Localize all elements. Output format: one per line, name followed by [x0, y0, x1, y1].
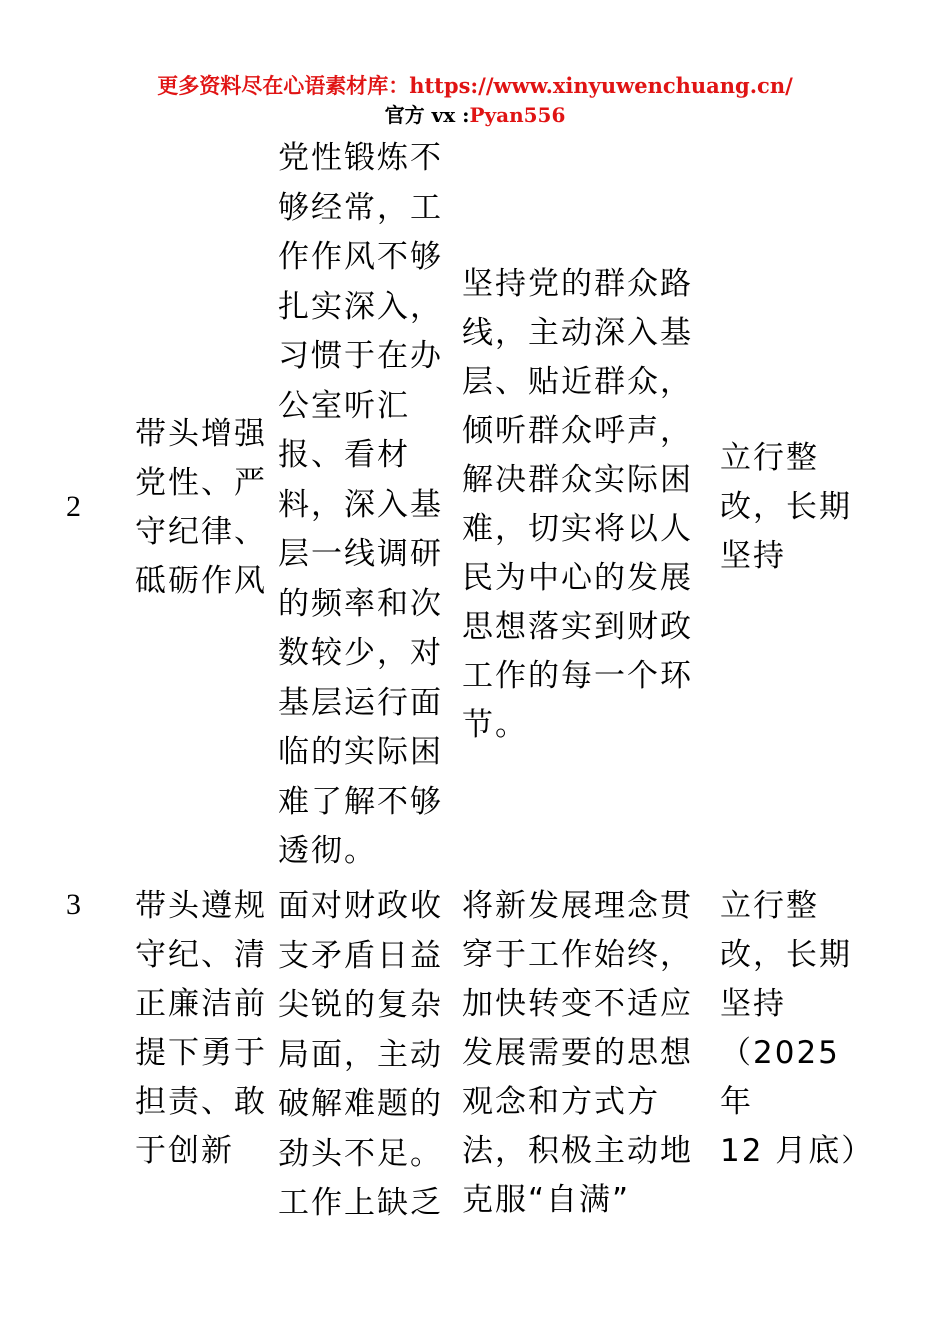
header-vx — [0, 99, 950, 128]
row-measure: 坚持党的群众路 线，主动深入基 层、贴近群众， 倾听群众呼声， 解决群众实际困 难，切实将以人 民为中心的发展 思想落实到财政 工作的每一个环 节。 — [462, 266, 693, 743]
row-number: 2 — [66, 490, 83, 523]
row-title: 带头增强 党性、严 守纪律、 砥砺作风 — [135, 416, 267, 599]
row-number: 3 — [66, 888, 83, 921]
row-deadline: 立行整 改，长期 坚持 — [720, 440, 852, 574]
header-vx-id: Pyan556 — [469, 103, 566, 127]
row-deadline: 立行整 改，长期 坚持 （2025 年 12 月底） — [720, 888, 875, 1169]
header-vx-label: 官方 vx : — [384, 103, 470, 127]
row-measure: 将新发展理念贯 穿于工作始终， 加快转变不适应 发展需要的思想 观念和方式方 法，积极主动地 克服“自满” — [462, 888, 693, 1218]
header-prefix: 更多资料尽在心语素材库： — [157, 73, 410, 98]
row-problem: 党性锻炼不 够经常，工 作作风不够 扎实深入， 习惯于在办 公室听汇 报、看材 料，深入基 层一线调研 的频率和次 数较少，对 基层运行面 临的实际困 难了解不够 透彻。 — [278, 140, 443, 869]
row-problem: 面对财政收 支矛盾日益 尖锐的复杂 局面，主动 破解难题的 劲头不足。 工作上缺乏 — [278, 888, 443, 1221]
row-title: 带头遵规 守纪、清 正廉洁前 提下勇于 担责、敢 于创新 — [135, 888, 267, 1169]
header-url-link[interactable]: https://www.xinyuwenchuang.cn/ — [409, 73, 793, 98]
header-promo — [0, 70, 950, 100]
